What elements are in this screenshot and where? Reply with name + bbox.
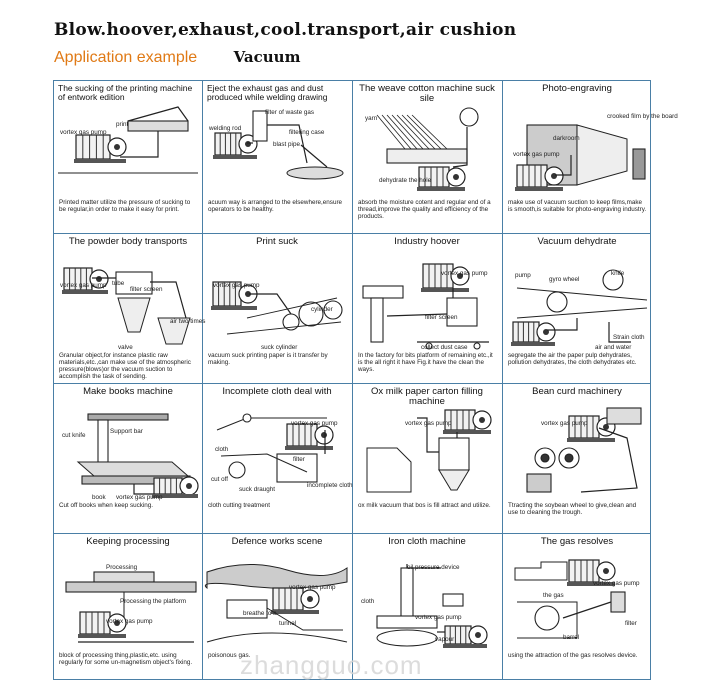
machine-part [66, 582, 196, 592]
cell-caption: vacuum suck printing paper is it transfer by making. [208, 352, 328, 366]
callout-label: air and water [595, 344, 632, 351]
callout-label: vortex gas pump [291, 420, 338, 427]
cell-title: Keeping processing [86, 536, 170, 547]
cell-title: The weave cotton machine suck sile [359, 83, 495, 104]
application-cell [54, 384, 202, 534]
application-cell [503, 234, 651, 384]
equipment-illustration [58, 105, 198, 197]
cell-caption: cloth cutting treatment [208, 502, 270, 509]
callout-label: vortex gas pump [513, 151, 560, 158]
callout-label: filter [293, 456, 305, 463]
pump-drawing [74, 135, 126, 163]
callout-label: vortex gas pump [60, 282, 107, 289]
roller [460, 108, 478, 126]
machine-part [527, 474, 551, 492]
cell-title: The sucking of the printing machine of entwork edition [58, 83, 193, 102]
machine-part [611, 592, 625, 612]
cell-caption: Printed matter utilize the pressure of sucking to be regular,in order to make it easy for print. [59, 199, 191, 213]
callout-label: welding rod [209, 125, 242, 132]
application-cell [203, 81, 351, 231]
roller [474, 343, 480, 349]
cell-title: Ox milk paper carton filling machine [371, 386, 483, 407]
callout-label: tunnel [279, 620, 297, 627]
callout-label: pump [515, 272, 531, 279]
cell-title: Vacuum dehydrate [537, 236, 617, 247]
application-cell [353, 234, 501, 384]
pipe-line [128, 107, 188, 121]
application-cell [54, 234, 206, 384]
callout-label: print [116, 121, 129, 128]
application-cell [203, 234, 351, 384]
callout-label: filter screen [425, 314, 458, 321]
cell-title: Industry hoover [394, 236, 460, 247]
callout-label: book [92, 494, 106, 501]
application-cell [54, 534, 202, 684]
pump-drawing [271, 588, 319, 614]
cell-title: Bean curd machinery [532, 386, 622, 397]
application-cell [353, 384, 501, 534]
pipe-line [301, 145, 327, 167]
callout-label: cut knife [62, 432, 86, 439]
cell-title: Eject the exhaust gas and dust produced while welding drawing [207, 83, 328, 102]
cell-caption: block of processing thing,plastic,etc. using regularly for some un-magnetism object's fixing. [59, 652, 193, 666]
equipment-illustration [207, 105, 347, 197]
watermark: zhangguo.com [240, 650, 423, 680]
callout-label: dehydrate the hole [379, 177, 432, 184]
pipe-line [517, 308, 647, 318]
cell-caption: using the attraction of the gas resolves device. [508, 652, 638, 659]
callout-label: incomplete cloth [307, 482, 353, 489]
pipe-line [563, 602, 611, 618]
subheader [54, 48, 300, 67]
callout-label: filter [625, 620, 637, 627]
callout-label: vortex gas pump [289, 584, 336, 591]
machine-part [94, 572, 154, 582]
callout-label: valve [118, 344, 133, 351]
mode-label: Vacuum [233, 48, 301, 66]
callout-label: vapour [435, 636, 455, 643]
callout-label: barrel [563, 634, 580, 641]
roller [229, 462, 245, 478]
callout-label: vortex gas pump [405, 420, 452, 427]
callout-label: vortex gas pump [593, 580, 640, 587]
cell-caption: Cut off books when keep sucking. [59, 502, 154, 509]
roller [565, 454, 573, 462]
pump-drawing [78, 612, 126, 638]
callout-label: oil pressure device [407, 564, 460, 571]
callout-label: the gas [543, 592, 564, 599]
equipment-illustration [207, 258, 347, 350]
callout-label: cylinder [311, 306, 333, 313]
pump-drawing [285, 424, 333, 450]
callout-label: darkroom [553, 135, 580, 142]
callout-label: cut off [211, 476, 229, 483]
cell-caption: In the factory for bits platform of remaining etc.,it is the all right it have Fig.it have the clean the ways. [358, 352, 493, 373]
pump-drawing [515, 165, 563, 191]
application-grid [53, 80, 678, 680]
callout-label: filter of waste gas [265, 109, 314, 116]
cell-title: The powder body transports [68, 236, 188, 247]
roller [535, 606, 559, 630]
equipment-illustration [207, 558, 347, 650]
callout-label: air two times [170, 318, 206, 325]
callout-label: vortex gas pump [106, 618, 153, 625]
cell-caption: Ttracting the soybean wheel to give,clean and use to cleaning the trough. [508, 502, 637, 516]
callout-label: Strain cloth [613, 334, 645, 341]
callout-label: vortex gas pump [441, 270, 488, 277]
callout-label: breathe to a [243, 610, 277, 617]
callout-label: Processing [106, 564, 138, 571]
roller [547, 292, 567, 312]
cell-caption: segregate the air the paper pulp dehydrates, pollution dehydrates, the cloth dehydrates etc. [508, 352, 637, 366]
cell-title: Print suck [256, 236, 298, 247]
roller [243, 414, 251, 422]
callout-label: vortex gas pump [541, 420, 588, 427]
cell-caption: acuum way is arranged to the elsewhere,ensure operators to be healthy. [208, 199, 343, 213]
pipe-line [517, 288, 647, 300]
cell-title: Make books machine [83, 386, 173, 397]
callout-label: yarn [365, 115, 378, 122]
callout-label: vortex gas pump [116, 494, 163, 501]
callout-label: collect dust case [421, 344, 468, 351]
pump-drawing [213, 133, 257, 159]
callout-label: knife [611, 270, 625, 277]
machine-part [387, 149, 467, 163]
application-cell [54, 81, 202, 231]
callout-label: filtering case [289, 129, 325, 136]
callout-label: crooked film by the board [607, 113, 678, 120]
callout-label: Support bar [110, 428, 143, 435]
callout-label: vortex gas pump [415, 614, 462, 621]
equipment-illustration [58, 258, 198, 350]
application-cell [203, 384, 351, 534]
machine-part [128, 121, 188, 131]
machine-part [88, 414, 168, 420]
machine-part [633, 149, 645, 179]
headline: Blow.hoover,exhaust,cool.transport,air cushion [54, 20, 517, 40]
cell-title: Defence works scene [231, 536, 323, 547]
equipment-illustration [357, 558, 497, 650]
machine-part [607, 408, 641, 424]
machine-part [447, 298, 477, 326]
cell-title: Iron cloth machine [388, 536, 466, 547]
application-cell [353, 81, 501, 231]
cell-title: The gas resolves [540, 536, 614, 547]
cell-caption: ox milk vacuum that bos is fill attract and utilize. [358, 502, 491, 509]
callout-label: suck cylinder [261, 344, 298, 351]
pump-drawing [511, 322, 555, 346]
cell-caption: absorb the moisture cotent and regular end of a thread,improve the quality and efficiency of the products. [358, 199, 491, 220]
equipment-illustration [58, 408, 198, 500]
pump-drawing [62, 268, 108, 294]
callout-label: gyro wheel [549, 276, 580, 283]
machine-part [363, 286, 403, 298]
cell-title: Incomplete cloth deal with [222, 386, 332, 397]
roller [541, 454, 549, 462]
machine-part [371, 298, 383, 342]
cell-caption: make use of vacuum suction to keep films,make is smooth,is suitable for photo-engraving industry. [508, 199, 647, 213]
machine-part [401, 568, 413, 618]
machine-part [443, 594, 463, 606]
cell-caption: poisonous gas. [208, 652, 251, 659]
machine-part [439, 438, 469, 470]
application-cell [503, 534, 651, 684]
callout-label: cloth [361, 598, 375, 605]
pump-drawing [421, 264, 469, 292]
callout-label: blast pipe [273, 141, 300, 148]
callout-label: Processing the platform [120, 598, 187, 605]
callout-label: cloth [215, 446, 229, 453]
cell-caption: Granular object,for instance plastic raw materials,etc.,can make use of the atmospheric pressure(blows)or the vacuum suction to accomplish the task of sending. [59, 352, 191, 380]
application-cell [503, 81, 678, 231]
application-cell [503, 384, 651, 534]
callout-label: tube [112, 280, 125, 287]
callout-label: vortex gas pump [213, 282, 260, 289]
callout-label: vortex gas pump [60, 129, 107, 136]
callout-label: filter screen [130, 286, 163, 293]
cell-title: Photo-engraving [542, 83, 612, 94]
application-label: Application example [54, 49, 198, 66]
machine-part [98, 420, 108, 462]
callout-label: suck draught [239, 486, 276, 493]
